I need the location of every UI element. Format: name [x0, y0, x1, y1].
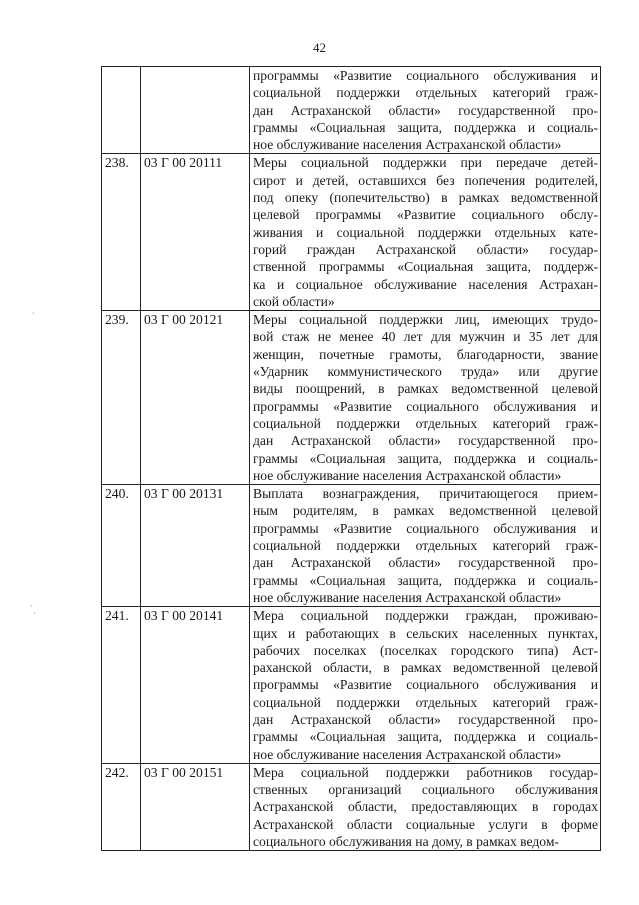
description-line: ное обслуживание населения Астраханской области»: [253, 467, 562, 483]
expense-description: [250, 607, 601, 764]
description-line: социальной поддержки отдельных категорий граж-: [253, 538, 598, 554]
description-line: Астраханской области, предоставляющих в городах: [253, 799, 598, 815]
description-line: программы «Развитие социального обслуживания и: [253, 398, 598, 414]
description-line: виды поощрений, в рамках ведомственной целевой: [253, 381, 598, 397]
description-line: программы «Развитие социального обслуживания и: [253, 677, 598, 693]
table-row: [102, 485, 601, 607]
description-line: целевой программы «Развитие социального обслу-: [253, 207, 598, 223]
description-line: ное обслуживание населения Астраханской области»: [253, 589, 562, 605]
classification-code: [141, 67, 250, 154]
description-line: живания и социальной поддержки отдельных кате-: [253, 224, 598, 240]
description-line: Мера социальной поддержки граждан, проживаю-: [253, 608, 598, 624]
page-number: 42: [313, 40, 326, 55]
description-line: дан Астраханской области» государственной про-: [253, 433, 598, 449]
table-row: [102, 311, 601, 485]
description-line: граммы «Социальная защита, поддержка и социаль-: [253, 450, 598, 466]
description-line: щих и работающих в сельских населенных пунктах,: [253, 625, 598, 641]
table-row: [102, 607, 601, 764]
description-line: сирот и детей, оставшихся без попечения родителей,: [253, 172, 598, 188]
description-line: ное обслуживание населения Астраханской области»: [253, 137, 562, 153]
description-line: раханской области, в рамках ведомственной целевой: [253, 660, 598, 676]
description-line: ка и социальное обслуживание населения Астрахан-: [253, 276, 598, 292]
expense-description: [250, 154, 601, 311]
row-number: 241.: [102, 607, 141, 764]
description-line: Мера социальной поддержки работников государ-: [253, 764, 598, 780]
expense-description: [250, 763, 601, 850]
description-line: программы «Развитие социального обслуживания и: [253, 68, 598, 83]
description-line: горий граждан Астраханской области» государ-: [253, 241, 598, 257]
description-line: социальной поддержки отдельных категорий граж-: [253, 694, 598, 710]
description-line: граммы «Социальная защита, поддержка и социаль-: [253, 729, 598, 745]
expense-description: [250, 67, 601, 154]
description-line: ственных организаций социального обслуживания: [253, 782, 598, 798]
description-line: рабочих поселках (поселках городского типа) Аст-: [253, 642, 598, 658]
classification-code: 03 Г 00 20121: [141, 311, 250, 485]
description-line: граммы «Социальная защита, поддержка и социаль-: [253, 572, 598, 588]
description-line: дан Астраханской области» государственной про-: [253, 102, 598, 118]
description-line: Меры социальной поддержки лиц, имеющих трудо-: [253, 312, 598, 328]
classification-code: 03 Г 00 20151: [141, 763, 250, 850]
description-line: ным родителям, в рамках ведомственной целевой: [253, 503, 598, 519]
description-line: программы «Развитие социального обслуживания и: [253, 520, 598, 536]
table-body: [102, 67, 601, 851]
description-line: Меры социальной поддержки при передаче детей-: [253, 155, 598, 171]
row-number: 238.: [102, 154, 141, 311]
description-line: Астраханской области социальные услуги в форме: [253, 816, 598, 832]
expense-description: [250, 311, 601, 485]
description-line: женщин, почетные грамоты, благодарности, звание: [253, 346, 598, 362]
row-number: 242.: [102, 763, 141, 850]
description-line: «Ударник коммунистического труда» или другие: [253, 364, 598, 380]
description-line: ное обслуживание населения Астраханской области»: [253, 746, 562, 762]
scan-speck: ˋˎ: [30, 604, 36, 614]
description-line: Выплата вознаграждения, причитающегося прием-: [253, 486, 598, 502]
description-line: дан Астраханской области» государственной про-: [253, 555, 598, 571]
description-line: ской области»: [253, 293, 335, 309]
table-row: [102, 154, 601, 311]
classification-code: 03 Г 00 20111: [141, 154, 250, 311]
expense-description: [250, 485, 601, 607]
table-row: [102, 763, 601, 850]
description-line: граммы «Социальная защита, поддержка и социаль-: [253, 119, 598, 135]
row-number: [102, 67, 141, 154]
description-line: вой стаж не менее 40 лет для мужчин и 35 лет для: [253, 329, 598, 345]
table-row: [102, 67, 601, 154]
scan-speck: ˏ: [32, 304, 35, 314]
budget-classification-table: [101, 66, 601, 851]
row-number: 239.: [102, 311, 141, 485]
description-line: дан Астраханской области» государственной про-: [253, 711, 598, 727]
description-line: социальной поддержки отдельных категорий граж-: [253, 85, 598, 101]
description-line: социальной поддержки отдельных категорий граж-: [253, 415, 598, 431]
classification-code: 03 Г 00 20131: [141, 485, 250, 607]
description-line: социального обслуживания на дому, в рамках ведом-: [253, 834, 559, 850]
row-number: 240.: [102, 485, 141, 607]
description-line: ственной программы «Социальная защита, поддерж-: [253, 259, 598, 275]
classification-code: 03 Г 00 20141: [141, 607, 250, 764]
description-line: под опеку (попечительство) в рамках ведомственной: [253, 190, 598, 206]
